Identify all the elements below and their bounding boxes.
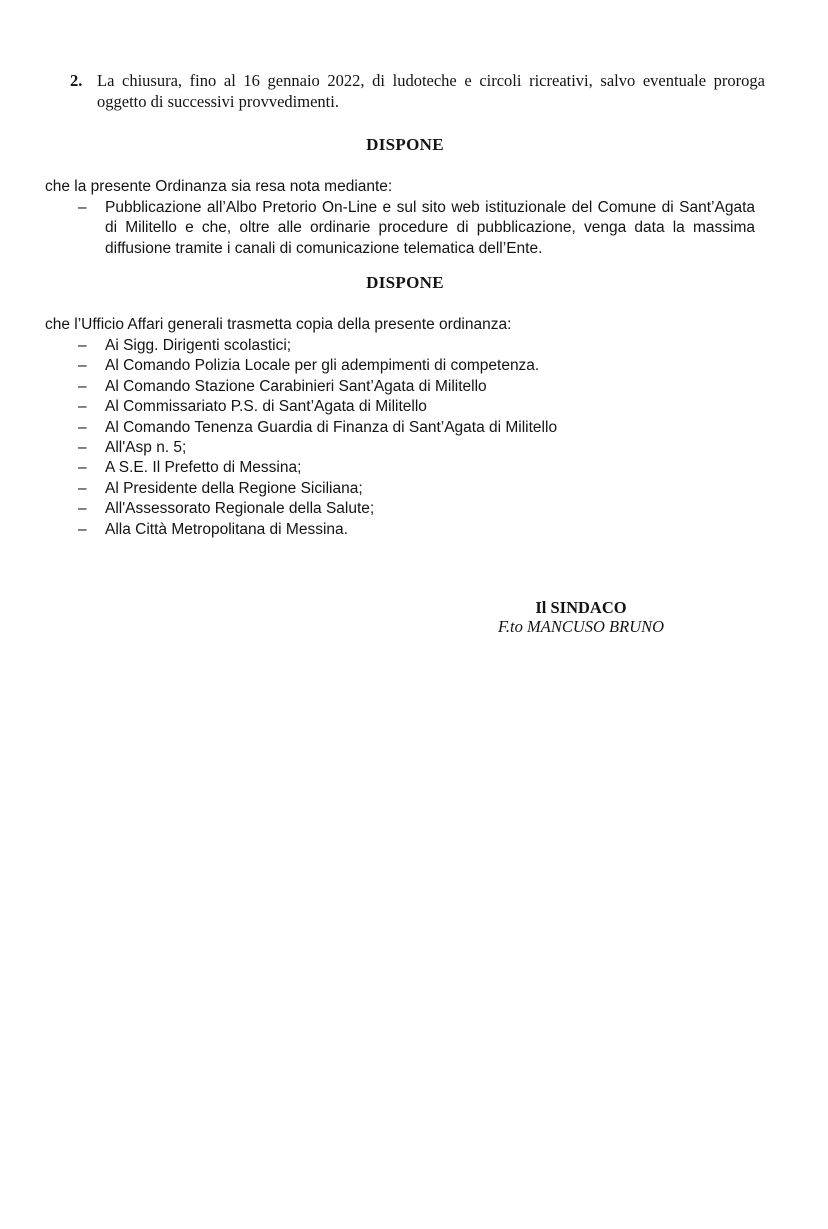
recipient-text: Ai Sigg. Dirigenti scolastici; [105, 336, 292, 354]
dash-bullet: – [78, 500, 87, 518]
recipient-text: Alla Città Metropolitana di Messina. [105, 520, 348, 538]
dispone-heading-2: DISPONE [366, 273, 444, 293]
dash-bullet: – [78, 418, 87, 436]
recipient-text: Al Commissariato P.S. di Sant’Agata di Militello [105, 398, 427, 416]
intro-publication: che la presente Ordinanza sia resa nota mediante: [45, 178, 393, 195]
recipient-text: All'Assessorato Regionale della Salute; [105, 500, 375, 518]
recipient-text: Al Comando Polizia Locale per gli adempimenti di competenza. [105, 357, 540, 375]
item-2-text: La chiusura, fino al 16 gennaio 2022, di ludoteche e circoli ricreativi, salvo eventuale proroga oggetto di successivi provvedimenti. [97, 71, 765, 111]
signature-name: F.to MANCUSO BRUNO [497, 617, 665, 637]
recipient-text: Al Presidente della Regione Siciliana; [105, 479, 363, 497]
publication-text: Pubblicazione all’Albo Pretorio On-Line e sul sito web istituzionale del Comune di Sant’Agata di Militello e che, oltre alle ordinarie procedure di pubblicazione, venga data la massima diffusione tramite i canali di comunicazione telematica dell’Ente. [105, 198, 755, 257]
recipients-list [45, 336, 765, 540]
recipient-row [78, 479, 765, 499]
recipient-row [78, 438, 765, 458]
recipient-row [78, 458, 765, 478]
signature-role: Il SINDACO [535, 598, 627, 618]
recipient-text: A S.E. Il Prefetto di Messina; [105, 459, 302, 477]
recipient-text: All'Asp n. 5; [105, 439, 187, 456]
dash-bullet: – [78, 336, 87, 354]
recipient-row [78, 520, 765, 540]
recipient-row [78, 377, 765, 397]
item-number: 2. [70, 71, 83, 90]
dash-bullet: – [78, 198, 87, 216]
ordinance-item-2 [70, 70, 765, 112]
intro-recipients: che l’Ufficio Affari generali trasmetta copia della presente ordinanza: [45, 316, 512, 334]
dash-bullet: – [78, 377, 87, 395]
recipient-text: Al Comando Stazione Carabinieri Sant’Agata di Militello [105, 377, 487, 395]
recipient-row [78, 336, 765, 356]
dash-bullet: – [78, 479, 87, 497]
dash-bullet: – [78, 398, 87, 416]
recipient-row [78, 397, 765, 417]
publication-item [78, 198, 765, 260]
dash-bullet: – [78, 357, 87, 375]
dispone-heading-1: DISPONE [366, 135, 444, 154]
dash-bullet: – [78, 439, 87, 456]
recipient-text: Al Comando Tenenza Guardia di Finanza di Sant’Agata di Militello [105, 418, 558, 436]
recipient-row [78, 499, 765, 519]
recipient-row [78, 356, 765, 376]
recipient-row [78, 418, 765, 438]
dash-bullet: – [78, 459, 87, 477]
dash-bullet: – [78, 520, 87, 538]
signature-block [431, 598, 731, 636]
